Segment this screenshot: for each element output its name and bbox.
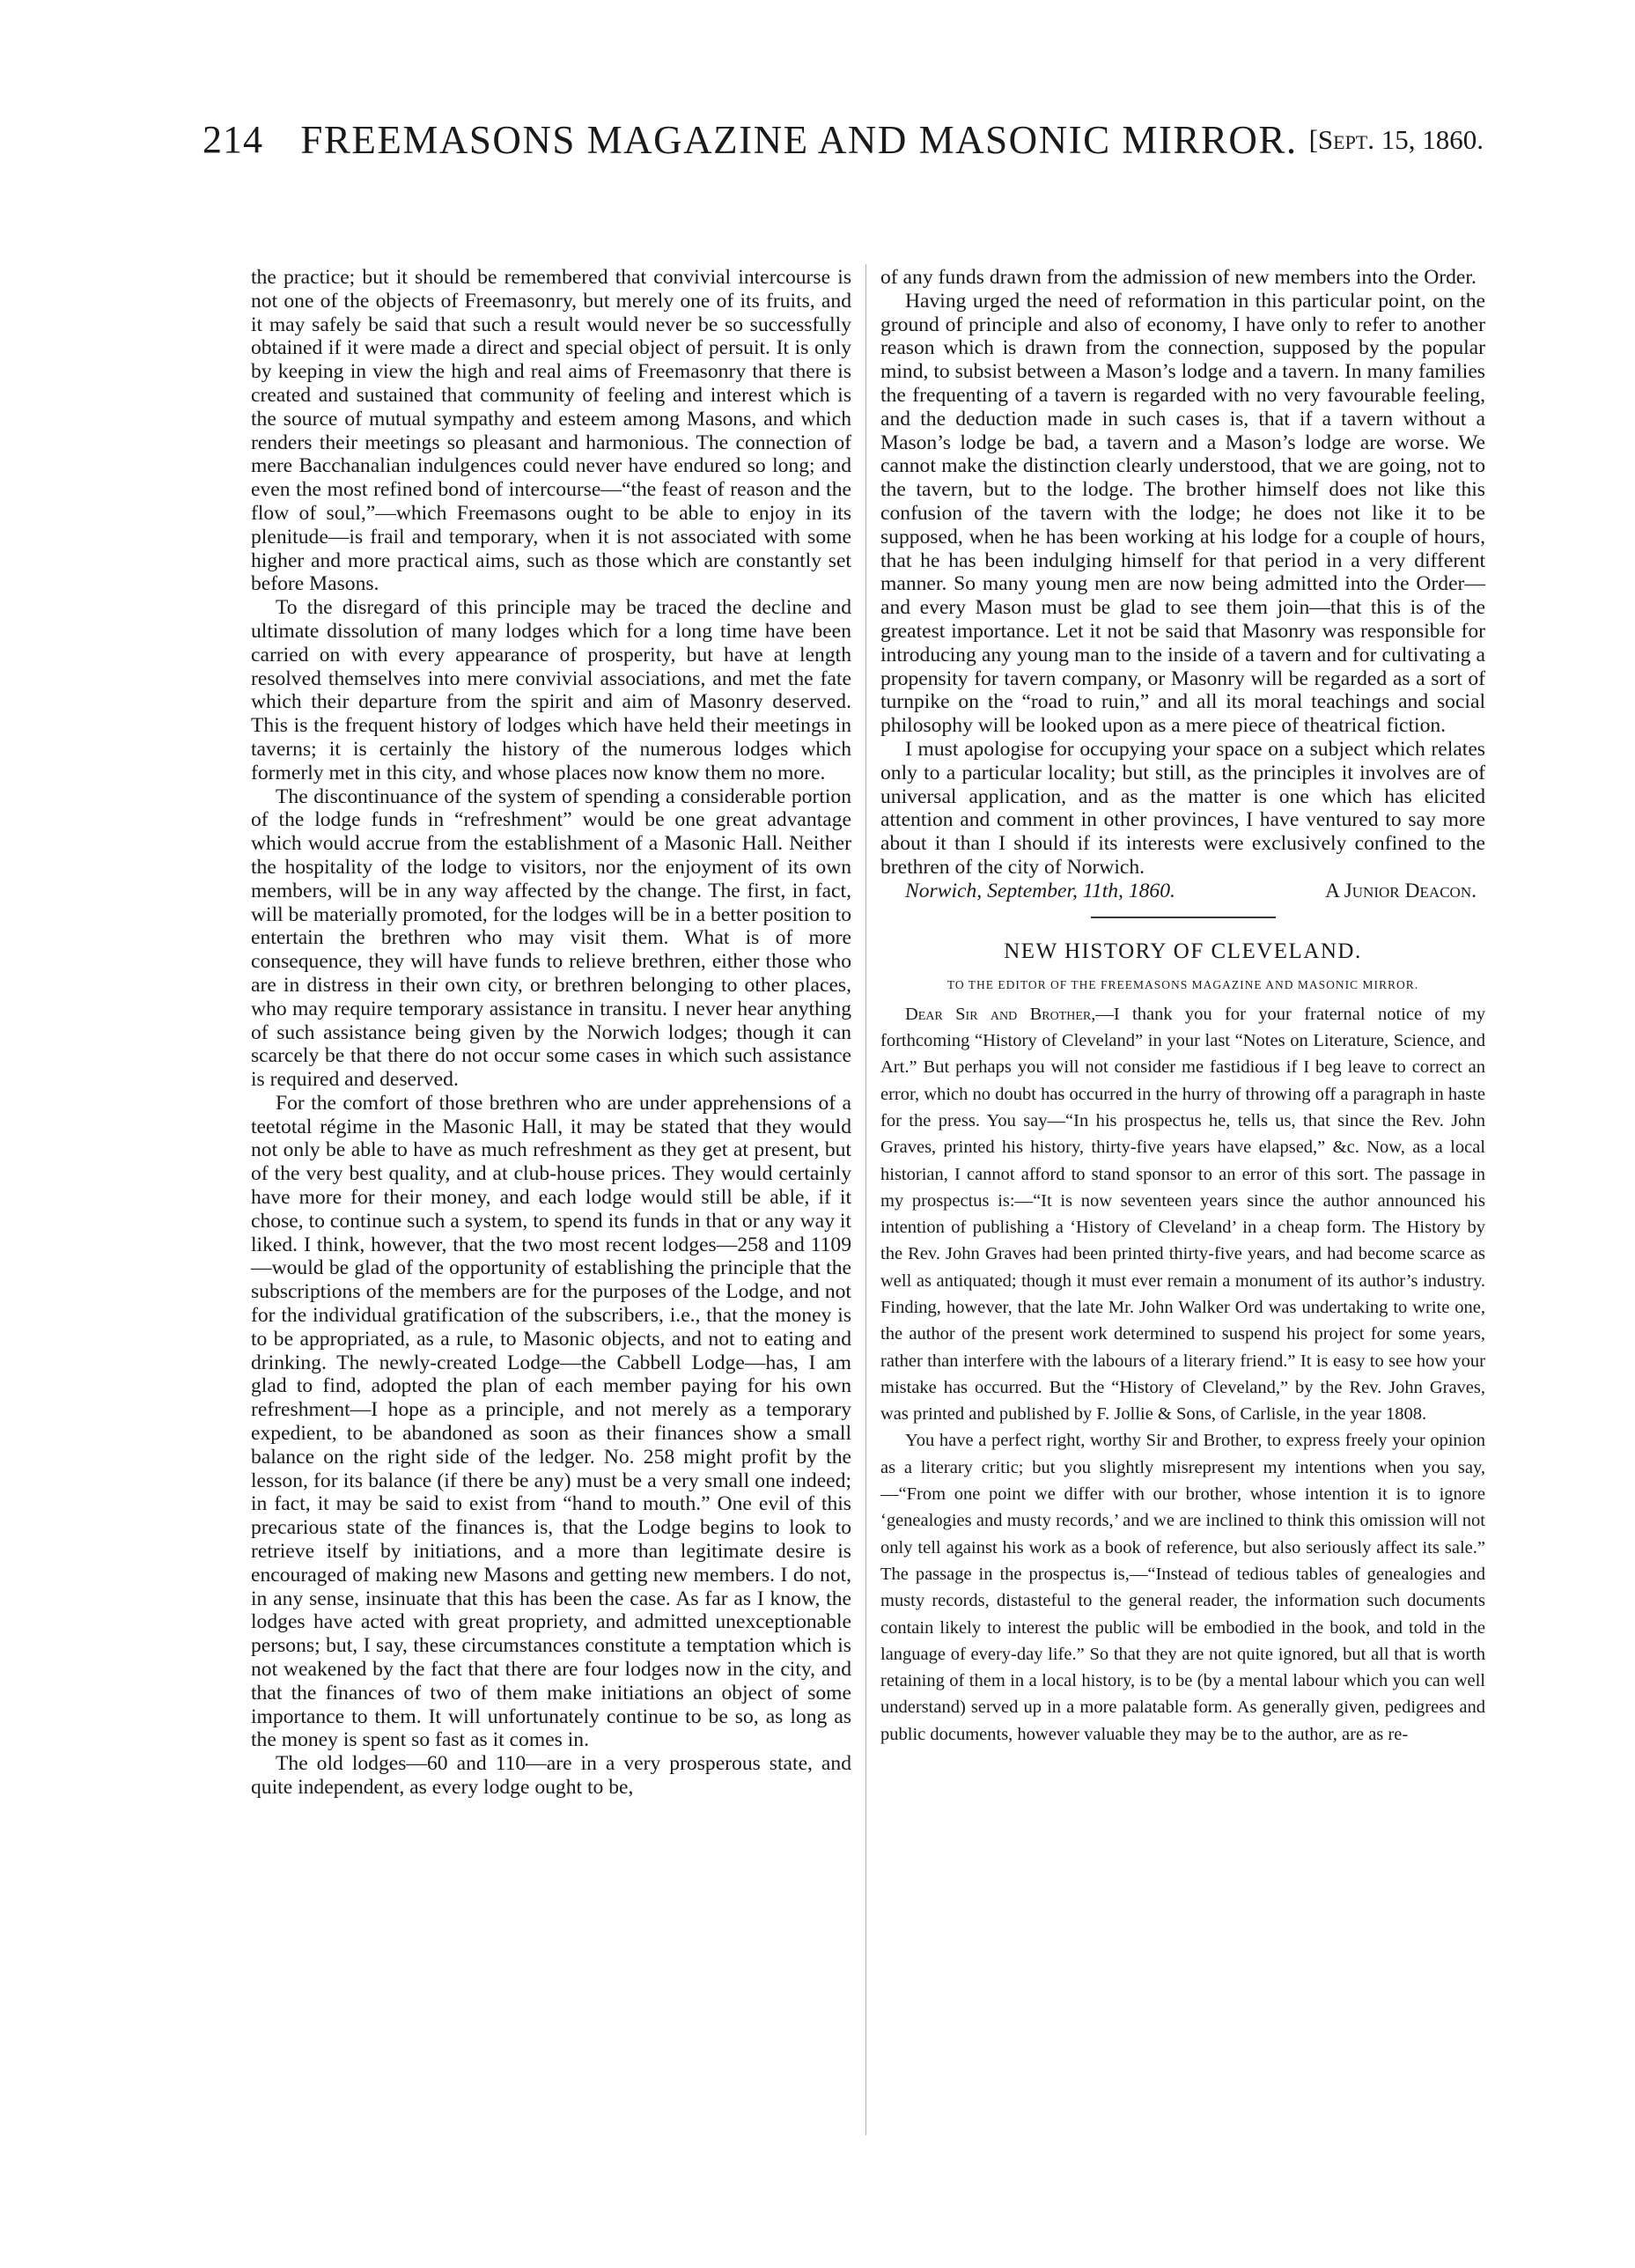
left-paragraph-4: For the comfort of those brethren who are under apprehensions of a teetotal régime in the Masonic Hall, it may be stated that they would not only be able to have as much refreshment as they get at present, but of the very best quality, and at club-house prices. They would certainly have more for their money, and each lodge would still be able, if it chose, to continue such a system, to spend its funds in that or any way it liked. I think, however, that the two most recent lodges—258 and 1109—would be glad of the opportunity of establishing the principle that the subscriptions of the members are for the purposes of the Lodge, and not for the individual gratification of the subscribers, i.e., that the money is to be appropriated, as a rule, to Masonic objects, and not to eating and drinking. The newly-created Lodge—the Cabbell Lodge—has, I am glad to find, adopted the plan of each member paying for his own refreshment—I hope as a principle, and not merely as a temporary expedient, to be abandoned as soon as their finances show a small balance on the right side of the ledger. No. 258 might profit by the lesson, for its balance (if there be any) must be a very small one indeed; in fact, it may be said to exist from “hand to mouth.” One evil of this precarious state of the finances is, that the Lodge begins to look to retrieve itself by initiations, and a more than legitimate desire is encouraged of making new Masons and getting new members. I do not, in any sense, insinuate that this has been the case. As far as I know, the lodges have acted with great propriety, and admitted unexceptionable persons; but, I say, these circumstances constitute a temptation which is not weakened by the fact that there are four lodges now in the city, and that the finances of two of them make initiations an object of some importance to them. It will unfortunately continue to be so, as long as the money is spent so fast as it comes in. (251, 1091, 851, 1752)
article-paragraph-2: You have a perfect right, worthy Sir and Brother, to express freely your opinion as a literary critic; but you slightly misrepresent my intentions when you say,—“From one point we differ with our brother, whose intention it is to ignore ‘genealogies and musty records,’ and we are inclined to think this omission will not only tell against his work as a book of reference, but also seriously affect its sale.” The passage in the prospectus is,—“Instead of tedious tables of genealogies and musty records, distasteful to the general reader, the information such documents contain likely to interest the public will be embodied in the book, and told in the language of every-day life.” So that they are not quite ignored, but all that is worth retaining of them in a local history, is to be (by a mental labour which you can well understand) served up in a more palatable form. As generally given, pedigrees and public documents, however valuable they may be to the author, are as re- (880, 1431, 1485, 1744)
letter-signoff (880, 880, 1485, 906)
article-paragraph-1-text: —I thank you for your fraternal notice of my forthcoming “History of Cleveland” in your last “Notes on Literature, Science, and Art.” But perhaps you will not consider me fastidious if I beg leave to correct an error, which no doubt has occurred in the hurry of throwing off a paragraph in haste for the press. You say—“In his prospectus he, tells us, that since the Rev. John Graves, printed his history, thirty-five years have elapsed,” &c. Now, as a local historian, I cannot afford to stand sponsor to an error of this sort. The passage in my prospectus is:—“It is now seventeen years since the author announced his intention of publishing a ‘History of Cleveland’ in a cheap form. The History by the Rev. John Graves had been printed thirty-five years, and had become scarce as well as antiquated; though it must ever remain a monument of its author’s industry. Finding, however, that the late Mr. John Walker Ord was undertaking to write one, the author of the present work determined to suspend his project for some years, rather than interfere with the labours of a literary friend.” It is easy to see how your mistake has occurred. But the “History of Cleveland,” by the Rev. John Graves, was printed and published by F. Jollie & Sons, of Carlisle, in the year 1808. (880, 1004, 1485, 1425)
left-paragraph-5: The old lodges—60 and 110—are in a very prosperous state, and quite independent, as every lodge ought to be, (251, 1752, 851, 1799)
signoff-date: Norwich, September, 11th, 1860. (905, 879, 1175, 902)
issue-date: [Sept. 15, 1860. (1308, 124, 1484, 155)
page-number: 214 (203, 118, 263, 161)
to-editor-line: TO THE EDITOR OF THE FREEMASONS MAGAZINE AND MASONIC MIRROR. (946, 977, 1419, 991)
left-paragraph-3: The discontinuance of the system of spending a considerable portion of the lodge funds in “refreshment” would be one great advantage which would accrue from the establishment of a Masonic Hall. Neither the hospitality of the lodge to visitors, nor the enjoyment of its own members, will be in any way affected by the change. The first, in fact, will be materially promoted, for the lodges will be in a better position to entertain the brethren who may visit them. What is of more consequence, they will have funds to relieve brethren, either those who are in distress in their own city, or brethren belonging to other places, who may require temporary assistance in transitu. I never hear anything of such assistance being given by the Norwich lodges; though it can scarcely be that there do not occur some cases in which such assistance is required and deserved. (251, 784, 851, 1092)
left-column (251, 266, 851, 1800)
right-paragraph-2: I must apologise for occupying your space on a subject which relates only to a particular locality; but still, as the principles it involves are of universal application, and as the matter is one which has elicited attention and comment in other provinces, I have ventured to say more about it than I should if its interests were exclusively confined to the brethren of the city of Norwich. (880, 737, 1485, 879)
cleveland-article (880, 939, 1485, 1748)
signoff-name: A Junior Deacon. (1324, 879, 1477, 902)
column-divider (865, 264, 866, 2135)
magazine-title: FREEMASONS MAGAZINE AND MASONIC MIRROR. (300, 118, 1298, 162)
right-continuation: of any funds drawn from the admission of new members into the Order. (880, 266, 1477, 289)
right-column (880, 266, 1485, 1748)
left-paragraph-1: the practice; but it should be remembered that convivial intercourse is not one of the objects of Freemasonry, but merely one of its fruits, and it may safely be said that such a result would never be so successfully obtained if it were made a direct and special object of persuit. It is only by keeping in view the high and real aims of Freemasonry that there is created and sustained that community of feeling and interest which is the source of mutual sympathy and esteem among Masons, and which renders their meetings so pleasant and harmonious. The connection of mere Bacchanalian indulgences could never have endured so long; and even the most refined bond of intercourse—“the feast of reason and the flow of soul,”—which Freemasons ought to be able to enjoy in its plenitude—is frail and temporary, when it is not associated with some higher and more practical aims, such as those which are constantly set before Masons. (251, 266, 851, 596)
article-title: NEW HISTORY OF CLEVELAND. (1004, 939, 1362, 963)
article-paragraph-1 (880, 1001, 1485, 1428)
salutation: Dear Sir and Brother, (905, 1004, 1096, 1024)
page-header (203, 117, 1484, 170)
left-paragraph-2: To the disregard of this principle may be traced the decline and ultimate dissolution of many lodges which for a long time have been carried on with every appearance of prosperity, but have at length resolved themselves into mere convivial associations, and met the fate which their departure from the spirit and aim of Masonry deserved. This is the frequent history of lodges which have held their meetings in taverns; it is certainly the history of the numerous lodges which formerly met in this city, and whose places now know them no more. (251, 596, 851, 784)
right-paragraph-1: Having urged the need of reformation in this particular point, on the ground of principle and also of economy, I have only to refer to another reason which is drawn from the connection, supposed by the popular mind, to subsist between a Mason’s lodge and a tavern. In many families the frequenting of a tavern is regarded with no very favourable feeling, and the deduction made in such cases is, that if a tavern without a Mason’s lodge be bad, a tavern and a Mason’s lodge are worse. We cannot make the distinction clearly understood, that we are going, not to the tavern, but to the lodge. The brother himself does not like this confusion of the tavern with the lodge; he does not like it to be supposed, when he has been working at his lodge for a couple of hours, that he has been indulging himself for that period in a very different manner. So many young men are now being admitted into the Order—and every Mason must be glad to see them join—that this is of the greatest importance. Let it not be said that Masonry was responsible for introducing any young man to the inside of a tavern and for cultivating a propensity for tavern company, or Masonry will be regarded as a sort of turnpike on the “road to ruin,” and all its moral teachings and social philosophy will be looked upon as a mere piece of theatrical fiction. (880, 289, 1485, 738)
section-rule (1091, 917, 1276, 918)
